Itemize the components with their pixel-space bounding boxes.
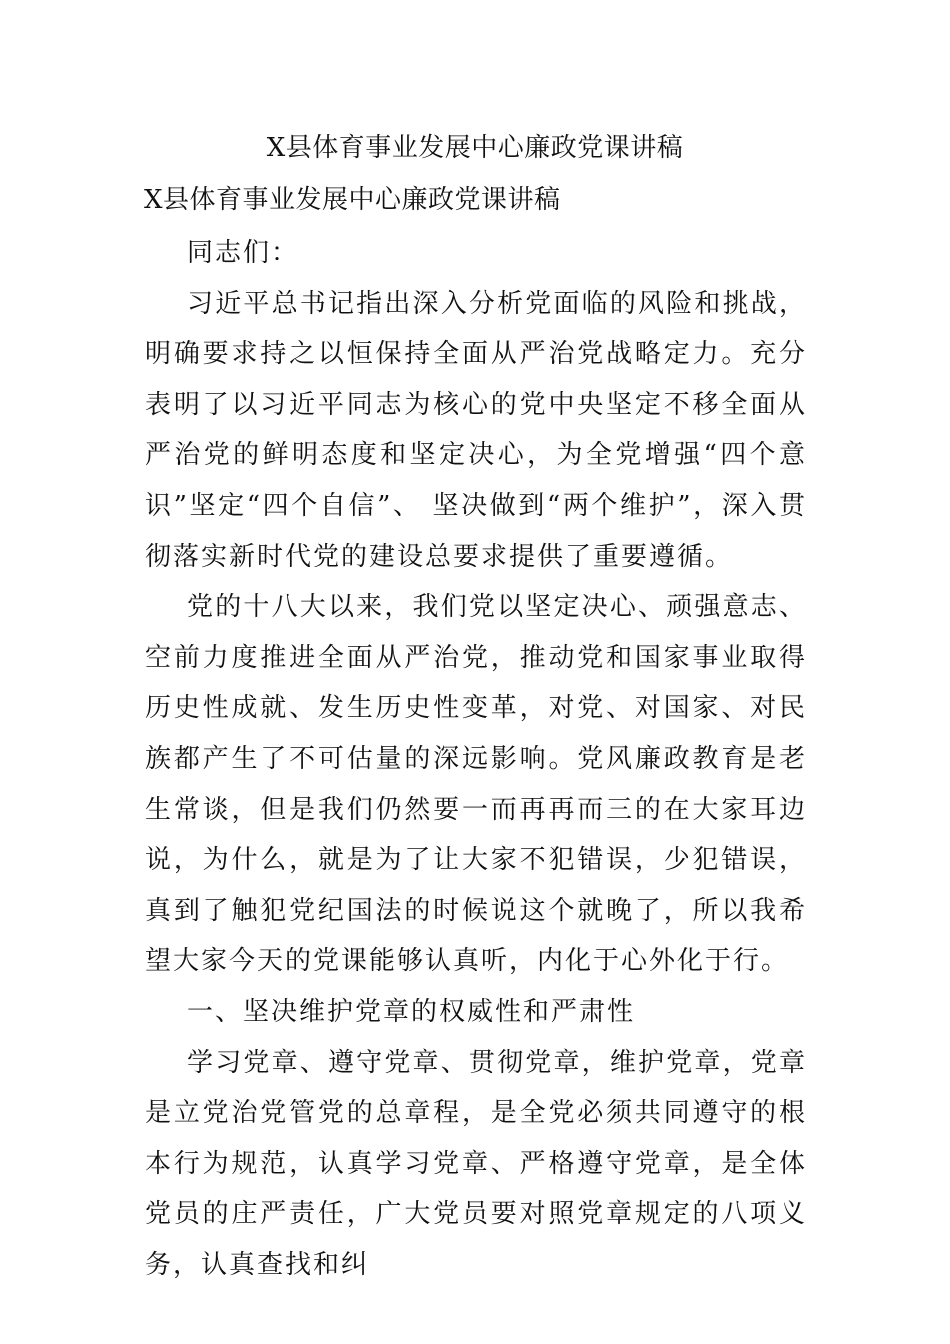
document-title: X县体育事业发展中心廉政党课讲稿 <box>266 133 684 163</box>
section-heading: 一、坚决维护党章的权威性和严肃性 <box>187 996 636 1027</box>
salutation-paragraph: 同志们： <box>187 238 300 268</box>
body-paragraph: 习近平总书记指出深入分析党面临的风险和挑战，明确要求持之以恒保持全面从严治党战略定力。充分表明了以习近平同志为核心的党中央坚定不移全面从严治党的鲜明态度和坚定决心，为全党增强“四个意识”坚定“四个自信”、 坚决做到“两个维护”，深入贯彻落实新时代党的建设总要求提供了重要遵循。 <box>145 288 807 572</box>
document-body <box>145 228 807 1290</box>
body-paragraph: 学习党章、遵守党章、贯彻党章，维护党章，党章是立党治党管党的总章程，是全党必须共同遵守的根本行为规范，认真学习党章、严格遵守党章，是全体党员的庄严责任，广大党员要对照党章规定的八项义务，认真查找和纠 <box>145 1047 807 1280</box>
document-subtitle: X县体育事业发展中心廉政党课讲稿 <box>144 185 561 215</box>
body-paragraph: 党的十八大以来，我们党以坚定决心、顽强意志、空前力度推进全面从严治党，推动党和国家事业取得历史性成就、发生历史性变革，对党、对国家、对民族都产生了不可估量的深远影响。党风廉政教育是老生常谈，但是我们仍然要一而再再而三的在大家耳边说，为什么，就是为了让大家不犯错误，少犯错误，真到了触犯党纪国法的时候说这个就晚了，所以我希望大家今天的党课能够认真听，内化于心外化于行。 <box>145 592 807 977</box>
